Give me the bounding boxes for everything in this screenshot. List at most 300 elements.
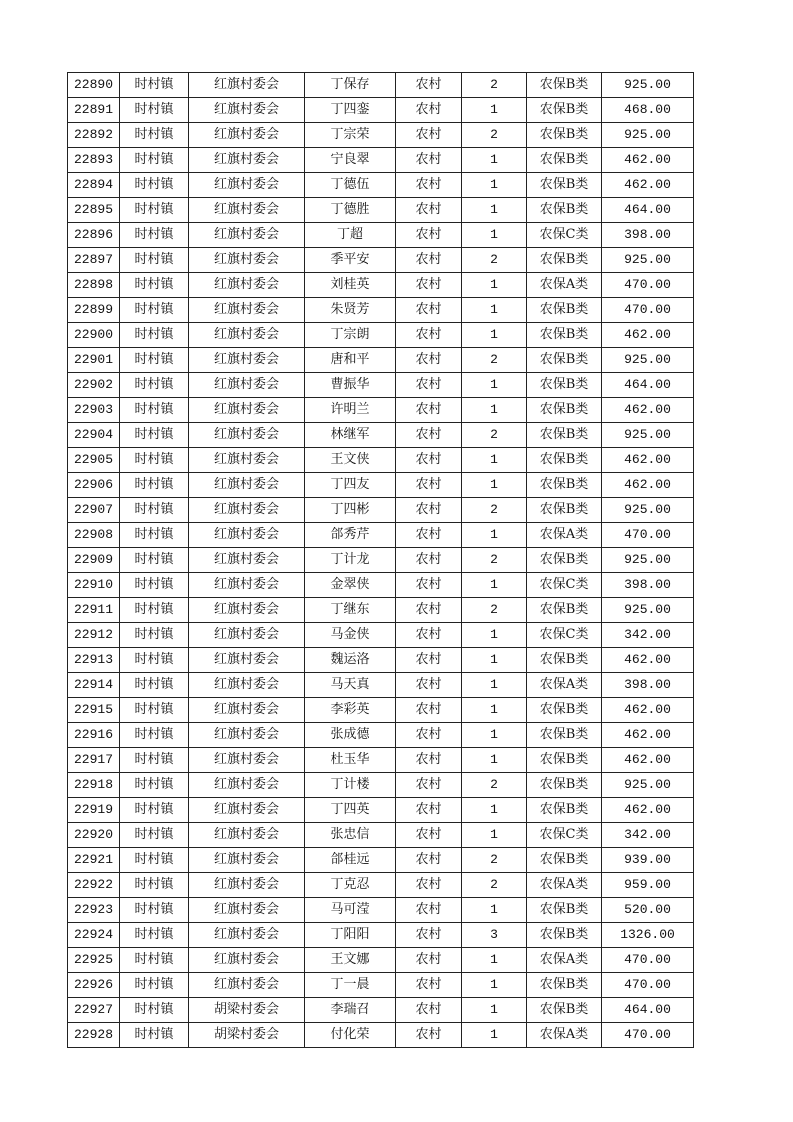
name-cell: 丁克忍 bbox=[305, 873, 396, 898]
amount-cell: 464.00 bbox=[602, 198, 694, 223]
insurance-category-cell: 农保B类 bbox=[527, 73, 602, 98]
people-count-cell: 1 bbox=[462, 98, 527, 123]
record-id-cell: 22904 bbox=[68, 423, 120, 448]
town-cell: 时村镇 bbox=[120, 598, 189, 623]
town-cell: 时村镇 bbox=[120, 248, 189, 273]
table-row bbox=[68, 998, 694, 1023]
village-committee-cell: 红旗村委会 bbox=[189, 848, 305, 873]
amount-cell: 398.00 bbox=[602, 223, 694, 248]
insurance-category-cell: 农保B类 bbox=[527, 423, 602, 448]
table-body bbox=[68, 73, 694, 1048]
town-cell: 时村镇 bbox=[120, 573, 189, 598]
household-type-cell: 农村 bbox=[396, 823, 462, 848]
household-type-cell: 农村 bbox=[396, 798, 462, 823]
record-id-cell: 22914 bbox=[68, 673, 120, 698]
table-row bbox=[68, 323, 694, 348]
household-type-cell: 农村 bbox=[396, 623, 462, 648]
town-cell: 时村镇 bbox=[120, 873, 189, 898]
village-committee-cell: 红旗村委会 bbox=[189, 723, 305, 748]
people-count-cell: 1 bbox=[462, 698, 527, 723]
people-count-cell: 1 bbox=[462, 623, 527, 648]
insurance-category-cell: 农保B类 bbox=[527, 498, 602, 523]
insurance-category-cell: 农保C类 bbox=[527, 573, 602, 598]
people-count-cell: 1 bbox=[462, 998, 527, 1023]
people-count-cell: 1 bbox=[462, 948, 527, 973]
name-cell: 丁保存 bbox=[305, 73, 396, 98]
record-id-cell: 22906 bbox=[68, 473, 120, 498]
household-type-cell: 农村 bbox=[396, 498, 462, 523]
insurance-category-cell: 农保B类 bbox=[527, 923, 602, 948]
village-committee-cell: 红旗村委会 bbox=[189, 823, 305, 848]
insurance-category-cell: 农保A类 bbox=[527, 1023, 602, 1048]
insurance-category-cell: 农保B类 bbox=[527, 248, 602, 273]
people-count-cell: 1 bbox=[462, 448, 527, 473]
table-row bbox=[68, 598, 694, 623]
insurance-category-cell: 农保B类 bbox=[527, 373, 602, 398]
village-committee-cell: 红旗村委会 bbox=[189, 573, 305, 598]
table-row bbox=[68, 373, 694, 398]
record-id-cell: 22912 bbox=[68, 623, 120, 648]
insurance-category-cell: 农保B类 bbox=[527, 798, 602, 823]
table-row bbox=[68, 123, 694, 148]
table-row bbox=[68, 873, 694, 898]
name-cell: 丁计龙 bbox=[305, 548, 396, 573]
name-cell: 丁计楼 bbox=[305, 773, 396, 798]
insurance-category-cell: 农保B类 bbox=[527, 98, 602, 123]
table-row bbox=[68, 248, 694, 273]
insurance-category-cell: 农保B类 bbox=[527, 848, 602, 873]
insurance-category-cell: 农保A类 bbox=[527, 948, 602, 973]
amount-cell: 925.00 bbox=[602, 598, 694, 623]
household-type-cell: 农村 bbox=[396, 198, 462, 223]
record-id-cell: 22899 bbox=[68, 298, 120, 323]
amount-cell: 462.00 bbox=[602, 173, 694, 198]
town-cell: 时村镇 bbox=[120, 198, 189, 223]
household-type-cell: 农村 bbox=[396, 1023, 462, 1048]
amount-cell: 939.00 bbox=[602, 848, 694, 873]
town-cell: 时村镇 bbox=[120, 473, 189, 498]
people-count-cell: 1 bbox=[462, 198, 527, 223]
allowance-table bbox=[67, 72, 694, 1048]
record-id-cell: 22908 bbox=[68, 523, 120, 548]
town-cell: 时村镇 bbox=[120, 398, 189, 423]
village-committee-cell: 红旗村委会 bbox=[189, 898, 305, 923]
amount-cell: 925.00 bbox=[602, 123, 694, 148]
amount-cell: 464.00 bbox=[602, 373, 694, 398]
insurance-category-cell: 农保B类 bbox=[527, 898, 602, 923]
insurance-category-cell: 农保B类 bbox=[527, 298, 602, 323]
name-cell: 郃桂远 bbox=[305, 848, 396, 873]
household-type-cell: 农村 bbox=[396, 673, 462, 698]
name-cell: 王文娜 bbox=[305, 948, 396, 973]
table-row bbox=[68, 398, 694, 423]
people-count-cell: 2 bbox=[462, 123, 527, 148]
village-committee-cell: 红旗村委会 bbox=[189, 748, 305, 773]
table-row bbox=[68, 723, 694, 748]
people-count-cell: 1 bbox=[462, 223, 527, 248]
record-id-cell: 22913 bbox=[68, 648, 120, 673]
household-type-cell: 农村 bbox=[396, 898, 462, 923]
town-cell: 时村镇 bbox=[120, 848, 189, 873]
town-cell: 时村镇 bbox=[120, 548, 189, 573]
name-cell: 张忠信 bbox=[305, 823, 396, 848]
record-id-cell: 22919 bbox=[68, 798, 120, 823]
name-cell: 金翠侠 bbox=[305, 573, 396, 598]
name-cell: 李瑞召 bbox=[305, 998, 396, 1023]
insurance-category-cell: 农保B类 bbox=[527, 723, 602, 748]
household-type-cell: 农村 bbox=[396, 598, 462, 623]
household-type-cell: 农村 bbox=[396, 773, 462, 798]
insurance-category-cell: 农保B类 bbox=[527, 323, 602, 348]
town-cell: 时村镇 bbox=[120, 673, 189, 698]
town-cell: 时村镇 bbox=[120, 273, 189, 298]
household-type-cell: 农村 bbox=[396, 948, 462, 973]
table-row bbox=[68, 773, 694, 798]
village-committee-cell: 红旗村委会 bbox=[189, 273, 305, 298]
amount-cell: 925.00 bbox=[602, 423, 694, 448]
table-row bbox=[68, 73, 694, 98]
record-id-cell: 22892 bbox=[68, 123, 120, 148]
name-cell: 杜玉华 bbox=[305, 748, 396, 773]
record-id-cell: 22922 bbox=[68, 873, 120, 898]
amount-cell: 925.00 bbox=[602, 773, 694, 798]
amount-cell: 470.00 bbox=[602, 973, 694, 998]
amount-cell: 462.00 bbox=[602, 323, 694, 348]
amount-cell: 470.00 bbox=[602, 1023, 694, 1048]
table-row bbox=[68, 348, 694, 373]
insurance-category-cell: 农保B类 bbox=[527, 648, 602, 673]
record-id-cell: 22898 bbox=[68, 273, 120, 298]
household-type-cell: 农村 bbox=[396, 698, 462, 723]
insurance-category-cell: 农保B类 bbox=[527, 198, 602, 223]
table-row bbox=[68, 473, 694, 498]
people-count-cell: 1 bbox=[462, 823, 527, 848]
town-cell: 时村镇 bbox=[120, 448, 189, 473]
household-type-cell: 农村 bbox=[396, 473, 462, 498]
amount-cell: 925.00 bbox=[602, 348, 694, 373]
insurance-category-cell: 农保B类 bbox=[527, 548, 602, 573]
people-count-cell: 1 bbox=[462, 523, 527, 548]
people-count-cell: 2 bbox=[462, 423, 527, 448]
people-count-cell: 3 bbox=[462, 923, 527, 948]
insurance-category-cell: 农保C类 bbox=[527, 823, 602, 848]
amount-cell: 398.00 bbox=[602, 573, 694, 598]
village-committee-cell: 红旗村委会 bbox=[189, 948, 305, 973]
insurance-category-cell: 农保B类 bbox=[527, 973, 602, 998]
table-row bbox=[68, 223, 694, 248]
amount-cell: 342.00 bbox=[602, 823, 694, 848]
name-cell: 丁德胜 bbox=[305, 198, 396, 223]
record-id-cell: 22901 bbox=[68, 348, 120, 373]
people-count-cell: 2 bbox=[462, 548, 527, 573]
amount-cell: 462.00 bbox=[602, 398, 694, 423]
table-row bbox=[68, 798, 694, 823]
household-type-cell: 农村 bbox=[396, 398, 462, 423]
town-cell: 时村镇 bbox=[120, 1023, 189, 1048]
amount-cell: 925.00 bbox=[602, 248, 694, 273]
people-count-cell: 1 bbox=[462, 373, 527, 398]
amount-cell: 462.00 bbox=[602, 798, 694, 823]
name-cell: 丁四銮 bbox=[305, 98, 396, 123]
village-committee-cell: 红旗村委会 bbox=[189, 448, 305, 473]
table-row bbox=[68, 498, 694, 523]
table-row bbox=[68, 298, 694, 323]
household-type-cell: 农村 bbox=[396, 448, 462, 473]
record-id-cell: 22894 bbox=[68, 173, 120, 198]
village-committee-cell: 红旗村委会 bbox=[189, 673, 305, 698]
insurance-category-cell: 农保B类 bbox=[527, 123, 602, 148]
people-count-cell: 1 bbox=[462, 323, 527, 348]
household-type-cell: 农村 bbox=[396, 73, 462, 98]
insurance-category-cell: 农保B类 bbox=[527, 398, 602, 423]
record-id-cell: 22915 bbox=[68, 698, 120, 723]
people-count-cell: 1 bbox=[462, 973, 527, 998]
town-cell: 时村镇 bbox=[120, 823, 189, 848]
amount-cell: 462.00 bbox=[602, 148, 694, 173]
insurance-category-cell: 农保A类 bbox=[527, 523, 602, 548]
table-row bbox=[68, 923, 694, 948]
household-type-cell: 农村 bbox=[396, 973, 462, 998]
amount-cell: 462.00 bbox=[602, 648, 694, 673]
table-row bbox=[68, 98, 694, 123]
town-cell: 时村镇 bbox=[120, 173, 189, 198]
amount-cell: 462.00 bbox=[602, 748, 694, 773]
village-committee-cell: 红旗村委会 bbox=[189, 623, 305, 648]
amount-cell: 470.00 bbox=[602, 523, 694, 548]
people-count-cell: 2 bbox=[462, 873, 527, 898]
village-committee-cell: 红旗村委会 bbox=[189, 173, 305, 198]
record-id-cell: 22896 bbox=[68, 223, 120, 248]
table-row bbox=[68, 648, 694, 673]
table-row bbox=[68, 198, 694, 223]
name-cell: 马金侠 bbox=[305, 623, 396, 648]
people-count-cell: 1 bbox=[462, 398, 527, 423]
amount-cell: 1326.00 bbox=[602, 923, 694, 948]
village-committee-cell: 红旗村委会 bbox=[189, 873, 305, 898]
name-cell: 丁宗朗 bbox=[305, 323, 396, 348]
record-id-cell: 22921 bbox=[68, 848, 120, 873]
record-id-cell: 22909 bbox=[68, 548, 120, 573]
village-committee-cell: 红旗村委会 bbox=[189, 198, 305, 223]
people-count-cell: 2 bbox=[462, 348, 527, 373]
amount-cell: 462.00 bbox=[602, 723, 694, 748]
name-cell: 宁良翠 bbox=[305, 148, 396, 173]
insurance-category-cell: 农保B类 bbox=[527, 748, 602, 773]
amount-cell: 464.00 bbox=[602, 998, 694, 1023]
name-cell: 付化荣 bbox=[305, 1023, 396, 1048]
amount-cell: 470.00 bbox=[602, 298, 694, 323]
town-cell: 时村镇 bbox=[120, 798, 189, 823]
name-cell: 丁德伍 bbox=[305, 173, 396, 198]
village-committee-cell: 红旗村委会 bbox=[189, 598, 305, 623]
village-committee-cell: 红旗村委会 bbox=[189, 348, 305, 373]
village-committee-cell: 红旗村委会 bbox=[189, 98, 305, 123]
household-type-cell: 农村 bbox=[396, 223, 462, 248]
insurance-category-cell: 农保B类 bbox=[527, 773, 602, 798]
town-cell: 时村镇 bbox=[120, 223, 189, 248]
people-count-cell: 1 bbox=[462, 1023, 527, 1048]
town-cell: 时村镇 bbox=[120, 298, 189, 323]
village-committee-cell: 红旗村委会 bbox=[189, 123, 305, 148]
table-row bbox=[68, 898, 694, 923]
name-cell: 丁四彬 bbox=[305, 498, 396, 523]
town-cell: 时村镇 bbox=[120, 973, 189, 998]
table-row bbox=[68, 748, 694, 773]
table-row bbox=[68, 548, 694, 573]
amount-cell: 470.00 bbox=[602, 948, 694, 973]
record-id-cell: 22920 bbox=[68, 823, 120, 848]
name-cell: 季平安 bbox=[305, 248, 396, 273]
household-type-cell: 农村 bbox=[396, 298, 462, 323]
record-id-cell: 22926 bbox=[68, 973, 120, 998]
village-committee-cell: 红旗村委会 bbox=[189, 773, 305, 798]
village-committee-cell: 红旗村委会 bbox=[189, 323, 305, 348]
household-type-cell: 农村 bbox=[396, 848, 462, 873]
insurance-category-cell: 农保B类 bbox=[527, 698, 602, 723]
amount-cell: 342.00 bbox=[602, 623, 694, 648]
amount-cell: 959.00 bbox=[602, 873, 694, 898]
amount-cell: 462.00 bbox=[602, 473, 694, 498]
people-count-cell: 2 bbox=[462, 248, 527, 273]
town-cell: 时村镇 bbox=[120, 898, 189, 923]
record-id-cell: 22917 bbox=[68, 748, 120, 773]
town-cell: 时村镇 bbox=[120, 323, 189, 348]
people-count-cell: 2 bbox=[462, 73, 527, 98]
village-committee-cell: 红旗村委会 bbox=[189, 473, 305, 498]
people-count-cell: 1 bbox=[462, 898, 527, 923]
insurance-category-cell: 农保C类 bbox=[527, 223, 602, 248]
name-cell: 丁超 bbox=[305, 223, 396, 248]
household-type-cell: 农村 bbox=[396, 273, 462, 298]
village-committee-cell: 红旗村委会 bbox=[189, 373, 305, 398]
name-cell: 魏运洛 bbox=[305, 648, 396, 673]
village-committee-cell: 胡梁村委会 bbox=[189, 998, 305, 1023]
record-id-cell: 22890 bbox=[68, 73, 120, 98]
amount-cell: 468.00 bbox=[602, 98, 694, 123]
record-id-cell: 22911 bbox=[68, 598, 120, 623]
name-cell: 丁继东 bbox=[305, 598, 396, 623]
table-row bbox=[68, 423, 694, 448]
name-cell: 林继军 bbox=[305, 423, 396, 448]
village-committee-cell: 红旗村委会 bbox=[189, 148, 305, 173]
town-cell: 时村镇 bbox=[120, 773, 189, 798]
household-type-cell: 农村 bbox=[396, 323, 462, 348]
village-committee-cell: 红旗村委会 bbox=[189, 698, 305, 723]
town-cell: 时村镇 bbox=[120, 948, 189, 973]
insurance-category-cell: 农保A类 bbox=[527, 673, 602, 698]
record-id-cell: 22893 bbox=[68, 148, 120, 173]
village-committee-cell: 红旗村委会 bbox=[189, 298, 305, 323]
household-type-cell: 农村 bbox=[396, 648, 462, 673]
record-id-cell: 22916 bbox=[68, 723, 120, 748]
insurance-category-cell: 农保B类 bbox=[527, 173, 602, 198]
record-id-cell: 22918 bbox=[68, 773, 120, 798]
name-cell: 丁宗荣 bbox=[305, 123, 396, 148]
table-row bbox=[68, 273, 694, 298]
town-cell: 时村镇 bbox=[120, 148, 189, 173]
name-cell: 丁一晨 bbox=[305, 973, 396, 998]
record-id-cell: 22903 bbox=[68, 398, 120, 423]
people-count-cell: 1 bbox=[462, 723, 527, 748]
household-type-cell: 农村 bbox=[396, 723, 462, 748]
amount-cell: 470.00 bbox=[602, 273, 694, 298]
people-count-cell: 1 bbox=[462, 173, 527, 198]
insurance-category-cell: 农保C类 bbox=[527, 623, 602, 648]
town-cell: 时村镇 bbox=[120, 623, 189, 648]
household-type-cell: 农村 bbox=[396, 573, 462, 598]
town-cell: 时村镇 bbox=[120, 698, 189, 723]
amount-cell: 925.00 bbox=[602, 498, 694, 523]
household-type-cell: 农村 bbox=[396, 423, 462, 448]
table-row bbox=[68, 448, 694, 473]
name-cell: 唐和平 bbox=[305, 348, 396, 373]
town-cell: 时村镇 bbox=[120, 98, 189, 123]
amount-cell: 462.00 bbox=[602, 448, 694, 473]
name-cell: 丁四友 bbox=[305, 473, 396, 498]
insurance-category-cell: 农保B类 bbox=[527, 598, 602, 623]
insurance-category-cell: 农保B类 bbox=[527, 148, 602, 173]
amount-cell: 462.00 bbox=[602, 698, 694, 723]
amount-cell: 925.00 bbox=[602, 548, 694, 573]
people-count-cell: 1 bbox=[462, 648, 527, 673]
household-type-cell: 农村 bbox=[396, 123, 462, 148]
record-id-cell: 22923 bbox=[68, 898, 120, 923]
people-count-cell: 1 bbox=[462, 148, 527, 173]
people-count-cell: 1 bbox=[462, 748, 527, 773]
name-cell: 李彩英 bbox=[305, 698, 396, 723]
table-row bbox=[68, 173, 694, 198]
people-count-cell: 2 bbox=[462, 498, 527, 523]
village-committee-cell: 红旗村委会 bbox=[189, 973, 305, 998]
town-cell: 时村镇 bbox=[120, 423, 189, 448]
record-id-cell: 22928 bbox=[68, 1023, 120, 1048]
people-count-cell: 2 bbox=[462, 598, 527, 623]
town-cell: 时村镇 bbox=[120, 73, 189, 98]
village-committee-cell: 胡梁村委会 bbox=[189, 1023, 305, 1048]
village-committee-cell: 红旗村委会 bbox=[189, 248, 305, 273]
village-committee-cell: 红旗村委会 bbox=[189, 223, 305, 248]
people-count-cell: 2 bbox=[462, 773, 527, 798]
record-id-cell: 22900 bbox=[68, 323, 120, 348]
name-cell: 马可滢 bbox=[305, 898, 396, 923]
people-count-cell: 1 bbox=[462, 298, 527, 323]
table-row bbox=[68, 1023, 694, 1048]
name-cell: 张成德 bbox=[305, 723, 396, 748]
people-count-cell: 1 bbox=[462, 473, 527, 498]
town-cell: 时村镇 bbox=[120, 123, 189, 148]
amount-cell: 398.00 bbox=[602, 673, 694, 698]
table-row bbox=[68, 673, 694, 698]
table-row bbox=[68, 623, 694, 648]
household-type-cell: 农村 bbox=[396, 523, 462, 548]
record-id-cell: 22891 bbox=[68, 98, 120, 123]
household-type-cell: 农村 bbox=[396, 748, 462, 773]
record-id-cell: 22905 bbox=[68, 448, 120, 473]
household-type-cell: 农村 bbox=[396, 548, 462, 573]
town-cell: 时村镇 bbox=[120, 998, 189, 1023]
insurance-category-cell: 农保B类 bbox=[527, 348, 602, 373]
household-type-cell: 农村 bbox=[396, 98, 462, 123]
town-cell: 时村镇 bbox=[120, 923, 189, 948]
record-id-cell: 22924 bbox=[68, 923, 120, 948]
people-count-cell: 1 bbox=[462, 573, 527, 598]
record-id-cell: 22927 bbox=[68, 998, 120, 1023]
name-cell: 马天真 bbox=[305, 673, 396, 698]
table-row bbox=[68, 573, 694, 598]
household-type-cell: 农村 bbox=[396, 998, 462, 1023]
table-row bbox=[68, 523, 694, 548]
name-cell: 王文侠 bbox=[305, 448, 396, 473]
